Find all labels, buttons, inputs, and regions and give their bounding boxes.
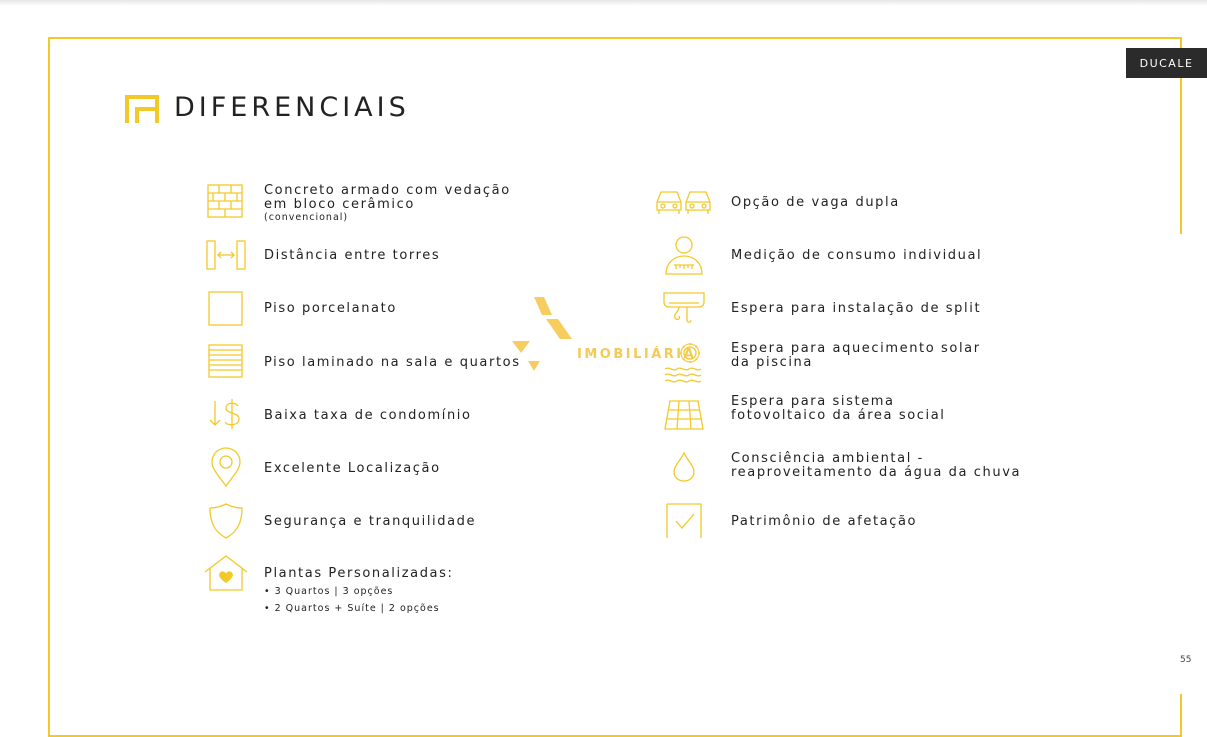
frame-gap (1180, 234, 1190, 694)
brick-wall-icon (207, 184, 243, 218)
solar-panel-icon (664, 400, 704, 430)
item-asset-allocation: Patrimônio de afetação (731, 514, 918, 529)
tower-distance-icon (206, 240, 246, 270)
item-solar-pool-line1: Espera para aquecimento solar (731, 341, 981, 356)
item-porcelain: Piso porcelanato (264, 301, 397, 316)
item-individual-meter: Medição de consumo individual (731, 248, 983, 263)
item-concrete-line2: em bloco cerâmico (264, 197, 415, 212)
item-floor-plans (264, 567, 453, 617)
item-concrete-line1: Concreto armado com vedação (264, 183, 511, 198)
item-low-fee: Baixa taxa de condomínio (264, 408, 472, 423)
title-bracket-icon (125, 95, 159, 125)
item-concrete-note: (convencional) (264, 212, 349, 223)
house-heart-icon (204, 555, 248, 591)
double-car-icon (655, 188, 713, 216)
low-fee-icon (208, 397, 242, 431)
item-split: Espera para instalação de split (731, 301, 982, 316)
floor-plan-option-2: • 2 Quartos + Suíte | 2 opções (264, 603, 440, 614)
item-photovoltaic-line2: fotovoltaico da área social (731, 408, 946, 423)
watermark-logo-icon (510, 295, 710, 375)
logo-text: DUCALE (1139, 56, 1194, 70)
porcelain-tile-icon (208, 291, 243, 326)
water-drop-icon (673, 452, 695, 482)
item-tower-distance: Distância entre torres (264, 248, 441, 263)
top-shadow (0, 0, 1207, 6)
item-security: Segurança e tranquilidade (264, 514, 477, 529)
meter-person-icon (664, 235, 704, 275)
item-laminate: Piso laminado na sala e quartos (264, 355, 521, 370)
item-photovoltaic-line1: Espera para sistema (731, 394, 895, 409)
ducale-logo (1126, 48, 1207, 78)
item-rainwater (731, 452, 1021, 480)
item-floor-plans-title: Plantas Personalizadas: (264, 566, 454, 581)
item-solar-pool-line2: da piscina (731, 355, 813, 370)
laminate-floor-icon (208, 344, 243, 378)
yellow-frame (48, 37, 1182, 737)
item-rainwater-line1: Consciência ambiental - (731, 451, 924, 466)
watermark-text: IMOBILIÁRIA (577, 347, 697, 362)
page-title: DIFERENCIAIS (174, 92, 410, 123)
item-photovoltaic (731, 395, 946, 423)
item-solar-pool (731, 342, 981, 370)
item-concrete (264, 184, 511, 224)
checkbox-icon (666, 503, 702, 539)
location-pin-icon (210, 448, 242, 488)
item-location: Excelente Localização (264, 461, 441, 476)
item-double-parking: Opção de vaga dupla (731, 195, 900, 210)
page-number: 55 (1180, 655, 1192, 665)
item-rainwater-line2: reaproveitamento da água da chuva (731, 465, 1022, 480)
shield-icon (209, 503, 243, 539)
floor-plan-option-1: • 3 Quartos | 3 opções (264, 586, 394, 597)
